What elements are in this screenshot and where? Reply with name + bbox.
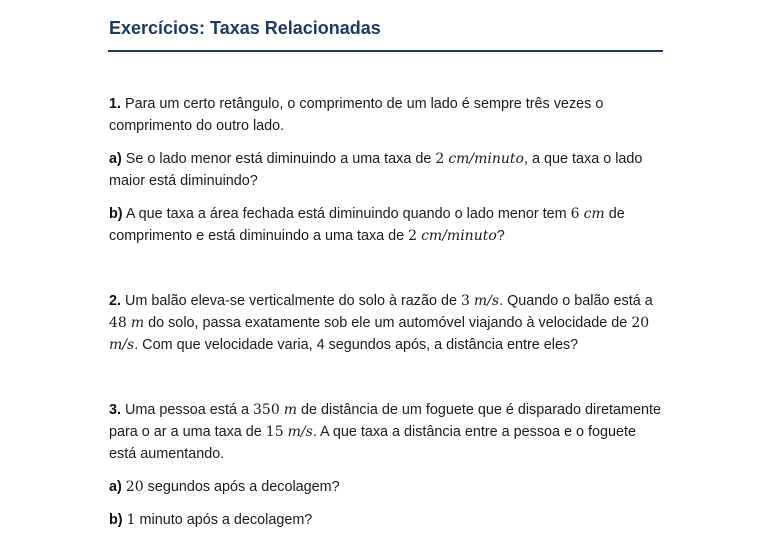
question-3a-label: a)	[109, 479, 122, 495]
math-unit: m	[130, 315, 145, 331]
math-value: 6	[570, 206, 580, 222]
math-unit: m/s	[109, 337, 135, 353]
question-3-number: 3.	[109, 402, 122, 418]
question-3b-text: minuto após a decolagem?	[139, 512, 313, 528]
question-1a-label: a)	[109, 151, 122, 167]
question-1a-text: Se o lado menor está diminuindo a uma taxa de	[125, 151, 432, 167]
question-2-text-end: . Com que velocidade varia, 4 segundos após, a distância entre eles?	[134, 337, 579, 353]
question-1a-text-end: , a que taxa o lado maior está diminuindo?	[109, 151, 643, 189]
math-value: 48	[109, 315, 127, 331]
question-1b-text: A que taxa a área fechada está diminuindo quando o lado menor tem	[125, 206, 567, 222]
math-unit: m/s	[473, 293, 500, 309]
question-1b-text-mid: de comprimento e está diminuindo a uma taxa de	[109, 206, 625, 244]
math-value: 2	[435, 151, 445, 167]
math-value: 3	[460, 293, 470, 309]
math-unit: cm/minuto	[448, 151, 524, 167]
question-1b-label: b)	[109, 206, 123, 222]
question-3a-text: segundos após a decolagem?	[147, 479, 340, 495]
math-unit: m	[283, 402, 298, 418]
question-1-number: 1.	[109, 96, 122, 112]
question-3a	[109, 476, 665, 498]
question-3-text-2: de distância de um foguete que é disparado diretamente para o ar a uma taxa de	[109, 402, 662, 440]
math-value: 2	[408, 228, 418, 244]
math-unit: cm	[583, 206, 605, 222]
question-1a	[109, 148, 665, 192]
question-1b-text-end: ?	[496, 228, 505, 244]
question-3b	[109, 509, 665, 531]
math-unit: cm/minuto	[421, 228, 497, 244]
question-1-text: Para um certo retângulo, o comprimento de um lado é sempre três vezes o comprimento do outro lado.	[109, 96, 604, 134]
question-3b-label: b)	[109, 512, 123, 528]
math-value: 20	[125, 479, 144, 495]
math-unit: m/s	[287, 424, 313, 440]
question-2-text-2: . Quando o balão está a	[499, 293, 653, 309]
question-3	[109, 399, 665, 465]
question-3-text: Uma pessoa está a	[125, 402, 250, 418]
title-underline	[108, 50, 663, 52]
question-2	[109, 290, 665, 356]
math-value: 1	[126, 512, 136, 528]
question-1	[109, 93, 665, 137]
math-value: 350	[253, 402, 280, 418]
question-3-text-end: . A que taxa a distância entre a pessoa e o foguete está aumentando.	[109, 424, 637, 462]
question-1b	[109, 203, 665, 247]
page-title: Exercícios: Taxas Relacionadas	[109, 18, 381, 38]
question-2-text-3: do solo, passa exatamente sob ele um automóvel viajando à velocidade de	[148, 315, 628, 331]
math-value: 15	[265, 424, 284, 440]
math-value: 20	[631, 315, 650, 331]
question-2-number: 2.	[109, 293, 122, 309]
question-2-text: Um balão eleva-se verticalmente do solo à razão de	[125, 293, 457, 309]
